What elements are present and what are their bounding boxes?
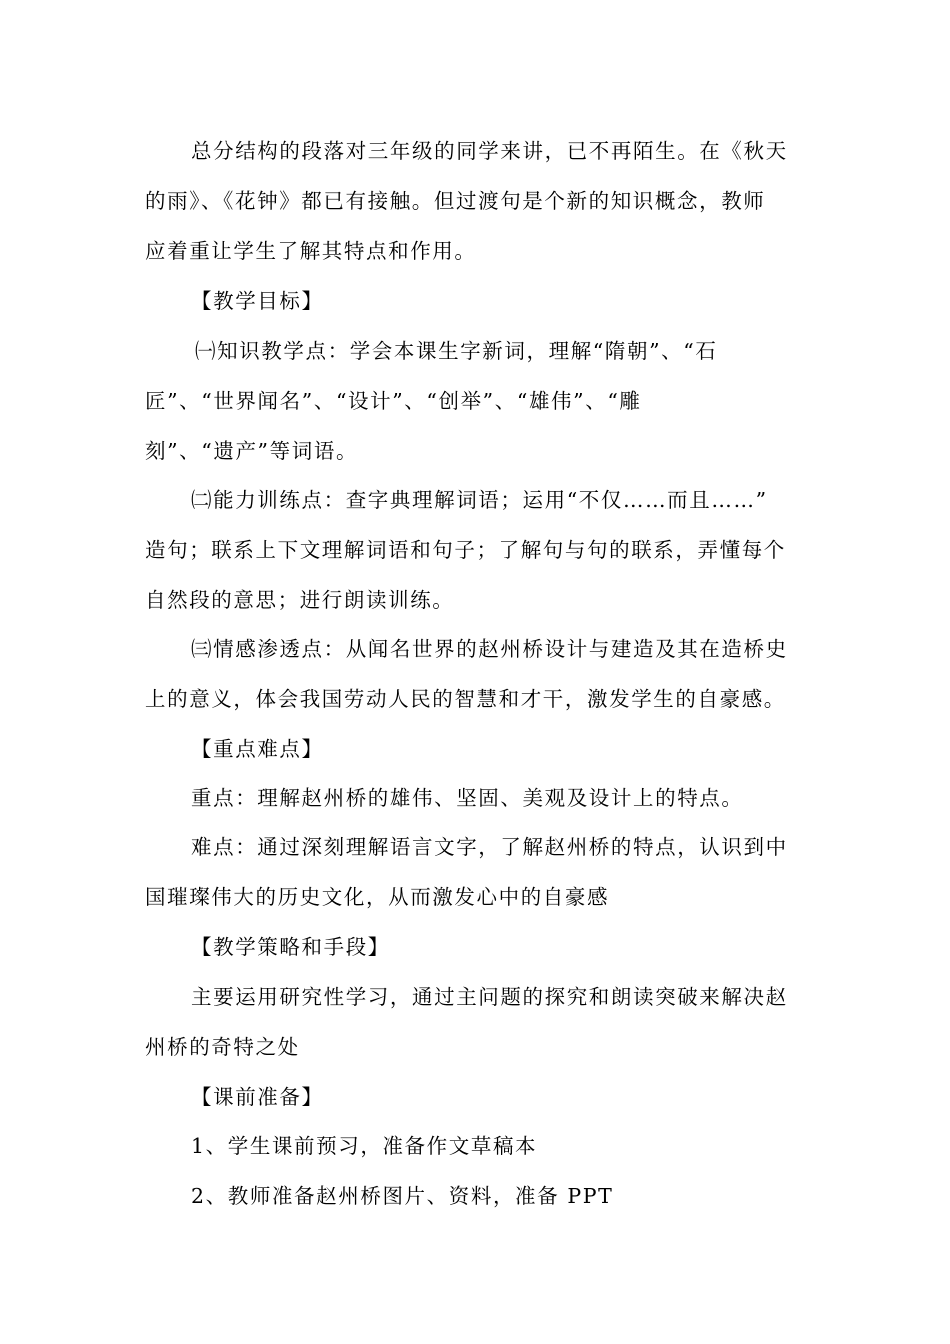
- text-line: 难点：通过深刻理解语言文字，了解赵州桥的特点，认识到中: [191, 835, 788, 859]
- text-line: 刻”、“遗产”等词语。: [145, 439, 359, 463]
- text-line: ㈡能力训练点：查字典理解词语；运用“不仅……而且……”: [191, 488, 768, 512]
- difficulty-paragraph: [145, 822, 810, 922]
- ability-point-paragraph: [145, 475, 810, 625]
- text-line: 主要运用研究性学习，通过主问题的探究和朗读突破来解决赵: [191, 985, 788, 1009]
- text-line: 造句；联系上下文理解词语和句子；了解句与句的联系，弄懂每个: [145, 538, 786, 562]
- text-line: 州桥的奇特之处: [145, 1035, 300, 1059]
- strategy-paragraph: [145, 972, 810, 1072]
- text-line: 的雨》、《花钟》都已有接触。但过渡句是个新的知识概念，教师: [145, 189, 766, 213]
- section-heading-preparation: 【课前准备】: [191, 1085, 324, 1109]
- text-line: 上的意义，体会我国劳动人民的智慧和才干，激发学生的自豪感。: [145, 687, 786, 711]
- preparation-item: 2、教师准备赵州桥图片、资料，准备 PPT: [191, 1184, 614, 1208]
- text-line: ㈠知识教学点：学会本课生字新词，理解“隋朝”、“石: [195, 339, 718, 363]
- focus-line: 重点：理解赵州桥的雄伟、坚固、美观及设计上的特点。: [191, 786, 744, 810]
- section-heading-teaching-goals: 【教学目标】: [191, 289, 324, 313]
- text-line: 匠”、“世界闻名”、“设计”、“创举”、“雄伟”、“雕: [145, 389, 642, 413]
- text-line: ㈢情感渗透点：从闻名世界的赵州桥设计与建造及其在造桥史: [191, 637, 788, 661]
- text-line: 总分结构的段落对三年级的同学来讲，已不再陌生。在《秋天: [191, 139, 788, 163]
- knowledge-point-paragraph: [145, 326, 810, 476]
- text-line: 国璀璨伟大的历史文化，从而激发心中的自豪感: [145, 885, 610, 909]
- text-line: 应着重让学生了解其特点和作用。: [145, 239, 477, 263]
- document-page: [145, 0, 810, 1344]
- intro-paragraph: [145, 126, 810, 276]
- section-heading-key-points: 【重点难点】: [191, 737, 324, 761]
- preparation-item: 1、学生课前预习，准备作文草稿本: [191, 1134, 538, 1158]
- text-line: 自然段的意思；进行朗读训练。: [145, 588, 455, 612]
- emotion-point-paragraph: [145, 624, 810, 724]
- section-heading-strategy: 【教学策略和手段】: [191, 935, 390, 959]
